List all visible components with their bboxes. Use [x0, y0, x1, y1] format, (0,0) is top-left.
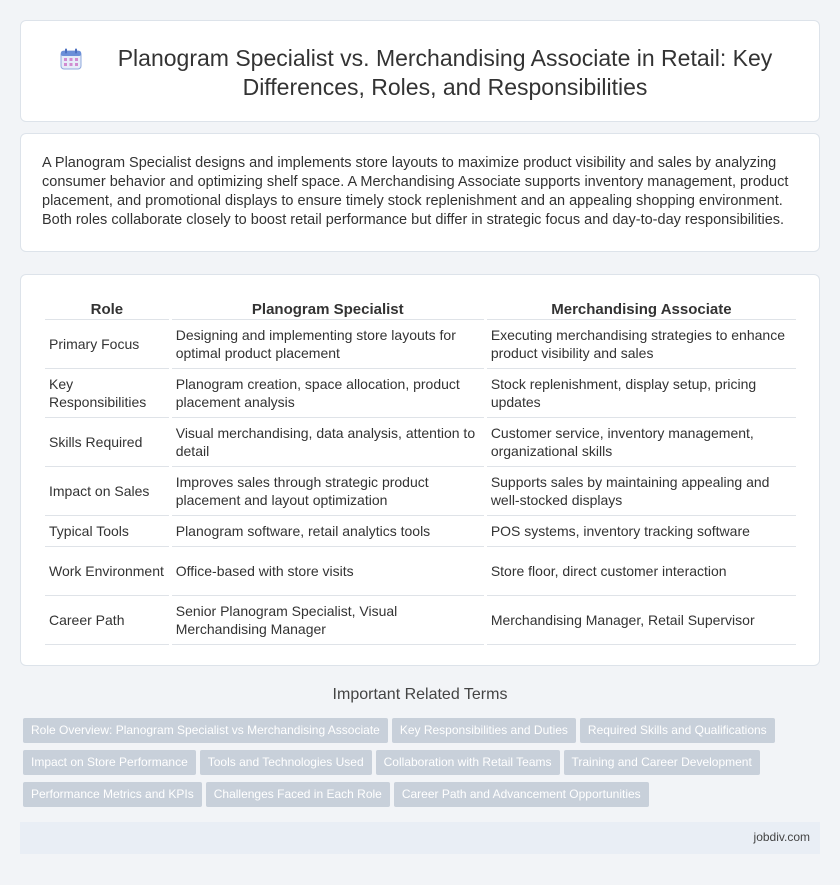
related-term-tag[interactable]: Impact on Store Performance	[23, 750, 196, 775]
table-row	[45, 547, 796, 596]
cell-merchandising: Store floor, direct customer interaction	[487, 547, 796, 596]
row-label: Key Responsibilities	[45, 369, 169, 418]
cell-planogram: Senior Planogram Specialist, Visual Merchandising Manager	[172, 596, 484, 645]
cell-merchandising: Merchandising Manager, Retail Supervisor	[487, 596, 796, 645]
calendar-icon	[60, 48, 82, 70]
row-label: Primary Focus	[45, 320, 169, 369]
footer-site-link[interactable]: jobdiv.com	[753, 830, 810, 844]
cell-planogram: Planogram creation, space allocation, product placement analysis	[172, 369, 484, 418]
cell-merchandising: Executing merchandising strategies to enhance product visibility and sales	[487, 320, 796, 369]
cell-merchandising: Supports sales by maintaining appealing and well-stocked displays	[487, 467, 796, 516]
table-row	[45, 418, 796, 467]
related-terms-heading: Important Related Terms	[332, 686, 508, 703]
related-term-tag[interactable]: Career Path and Advancement Opportunities	[394, 782, 649, 807]
cell-merchandising: Stock replenishment, display setup, pricing updates	[487, 369, 796, 418]
table-row	[45, 467, 796, 516]
related-term-tag[interactable]: Key Responsibilities and Duties	[392, 718, 576, 743]
cell-planogram: Office-based with store visits	[172, 547, 484, 596]
table-header-row	[45, 297, 796, 320]
row-label: Work Environment	[45, 547, 169, 596]
row-label: Impact on Sales	[45, 467, 169, 516]
intro-paragraph: A Planogram Specialist designs and implements store layouts to maximize product visibility and sales by analyzing consumer behavior and optimizing shelf space. A Merchandising Associate supports inventory management, product placement, and promotional displays to ensure timely stock replenishment and an appealing shopping environment. Both roles collaborate closely to boost retail performance but differ in strategic focus and day-to-day responsibilities.	[42, 155, 789, 228]
cell-merchandising: Customer service, inventory management, organizational skills	[487, 418, 796, 467]
header-planogram-specialist: Planogram Specialist	[172, 297, 484, 320]
table-row	[45, 369, 796, 418]
cell-planogram: Planogram software, retail analytics tools	[172, 516, 484, 547]
cell-planogram: Designing and implementing store layouts for optimal product placement	[172, 320, 484, 369]
related-term-tag[interactable]: Collaboration with Retail Teams	[376, 750, 560, 775]
related-term-tag[interactable]: Training and Career Development	[564, 750, 760, 775]
cell-planogram: Improves sales through strategic product placement and layout optimization	[172, 467, 484, 516]
footer	[20, 822, 820, 854]
comparison-card	[20, 274, 820, 666]
header-merchandising-associate: Merchandising Associate	[487, 297, 796, 320]
related-term-tag[interactable]: Required Skills and Qualifications	[580, 718, 775, 743]
row-label: Career Path	[45, 596, 169, 645]
related-terms-tags	[23, 718, 803, 814]
related-term-tag[interactable]: Tools and Technologies Used	[200, 750, 372, 775]
intro-card	[20, 133, 820, 252]
table-row	[45, 320, 796, 369]
header-role: Role	[45, 297, 169, 320]
title-card	[20, 20, 820, 122]
related-term-tag[interactable]: Challenges Faced in Each Role	[206, 782, 390, 807]
row-label: Typical Tools	[45, 516, 169, 547]
table-row	[45, 516, 796, 547]
page-title: Planogram Specialist vs. Merchandising Associate in Retail: Key Differences, Roles, and Responsibilities	[117, 45, 773, 100]
comparison-table	[42, 297, 799, 645]
cell-planogram: Visual merchandising, data analysis, attention to detail	[172, 418, 484, 467]
cell-merchandising: POS systems, inventory tracking software	[487, 516, 796, 547]
related-term-tag[interactable]: Performance Metrics and KPIs	[23, 782, 202, 807]
row-label: Skills Required	[45, 418, 169, 467]
related-term-tag[interactable]: Role Overview: Planogram Specialist vs Merchandising Associate	[23, 718, 388, 743]
table-row	[45, 596, 796, 645]
